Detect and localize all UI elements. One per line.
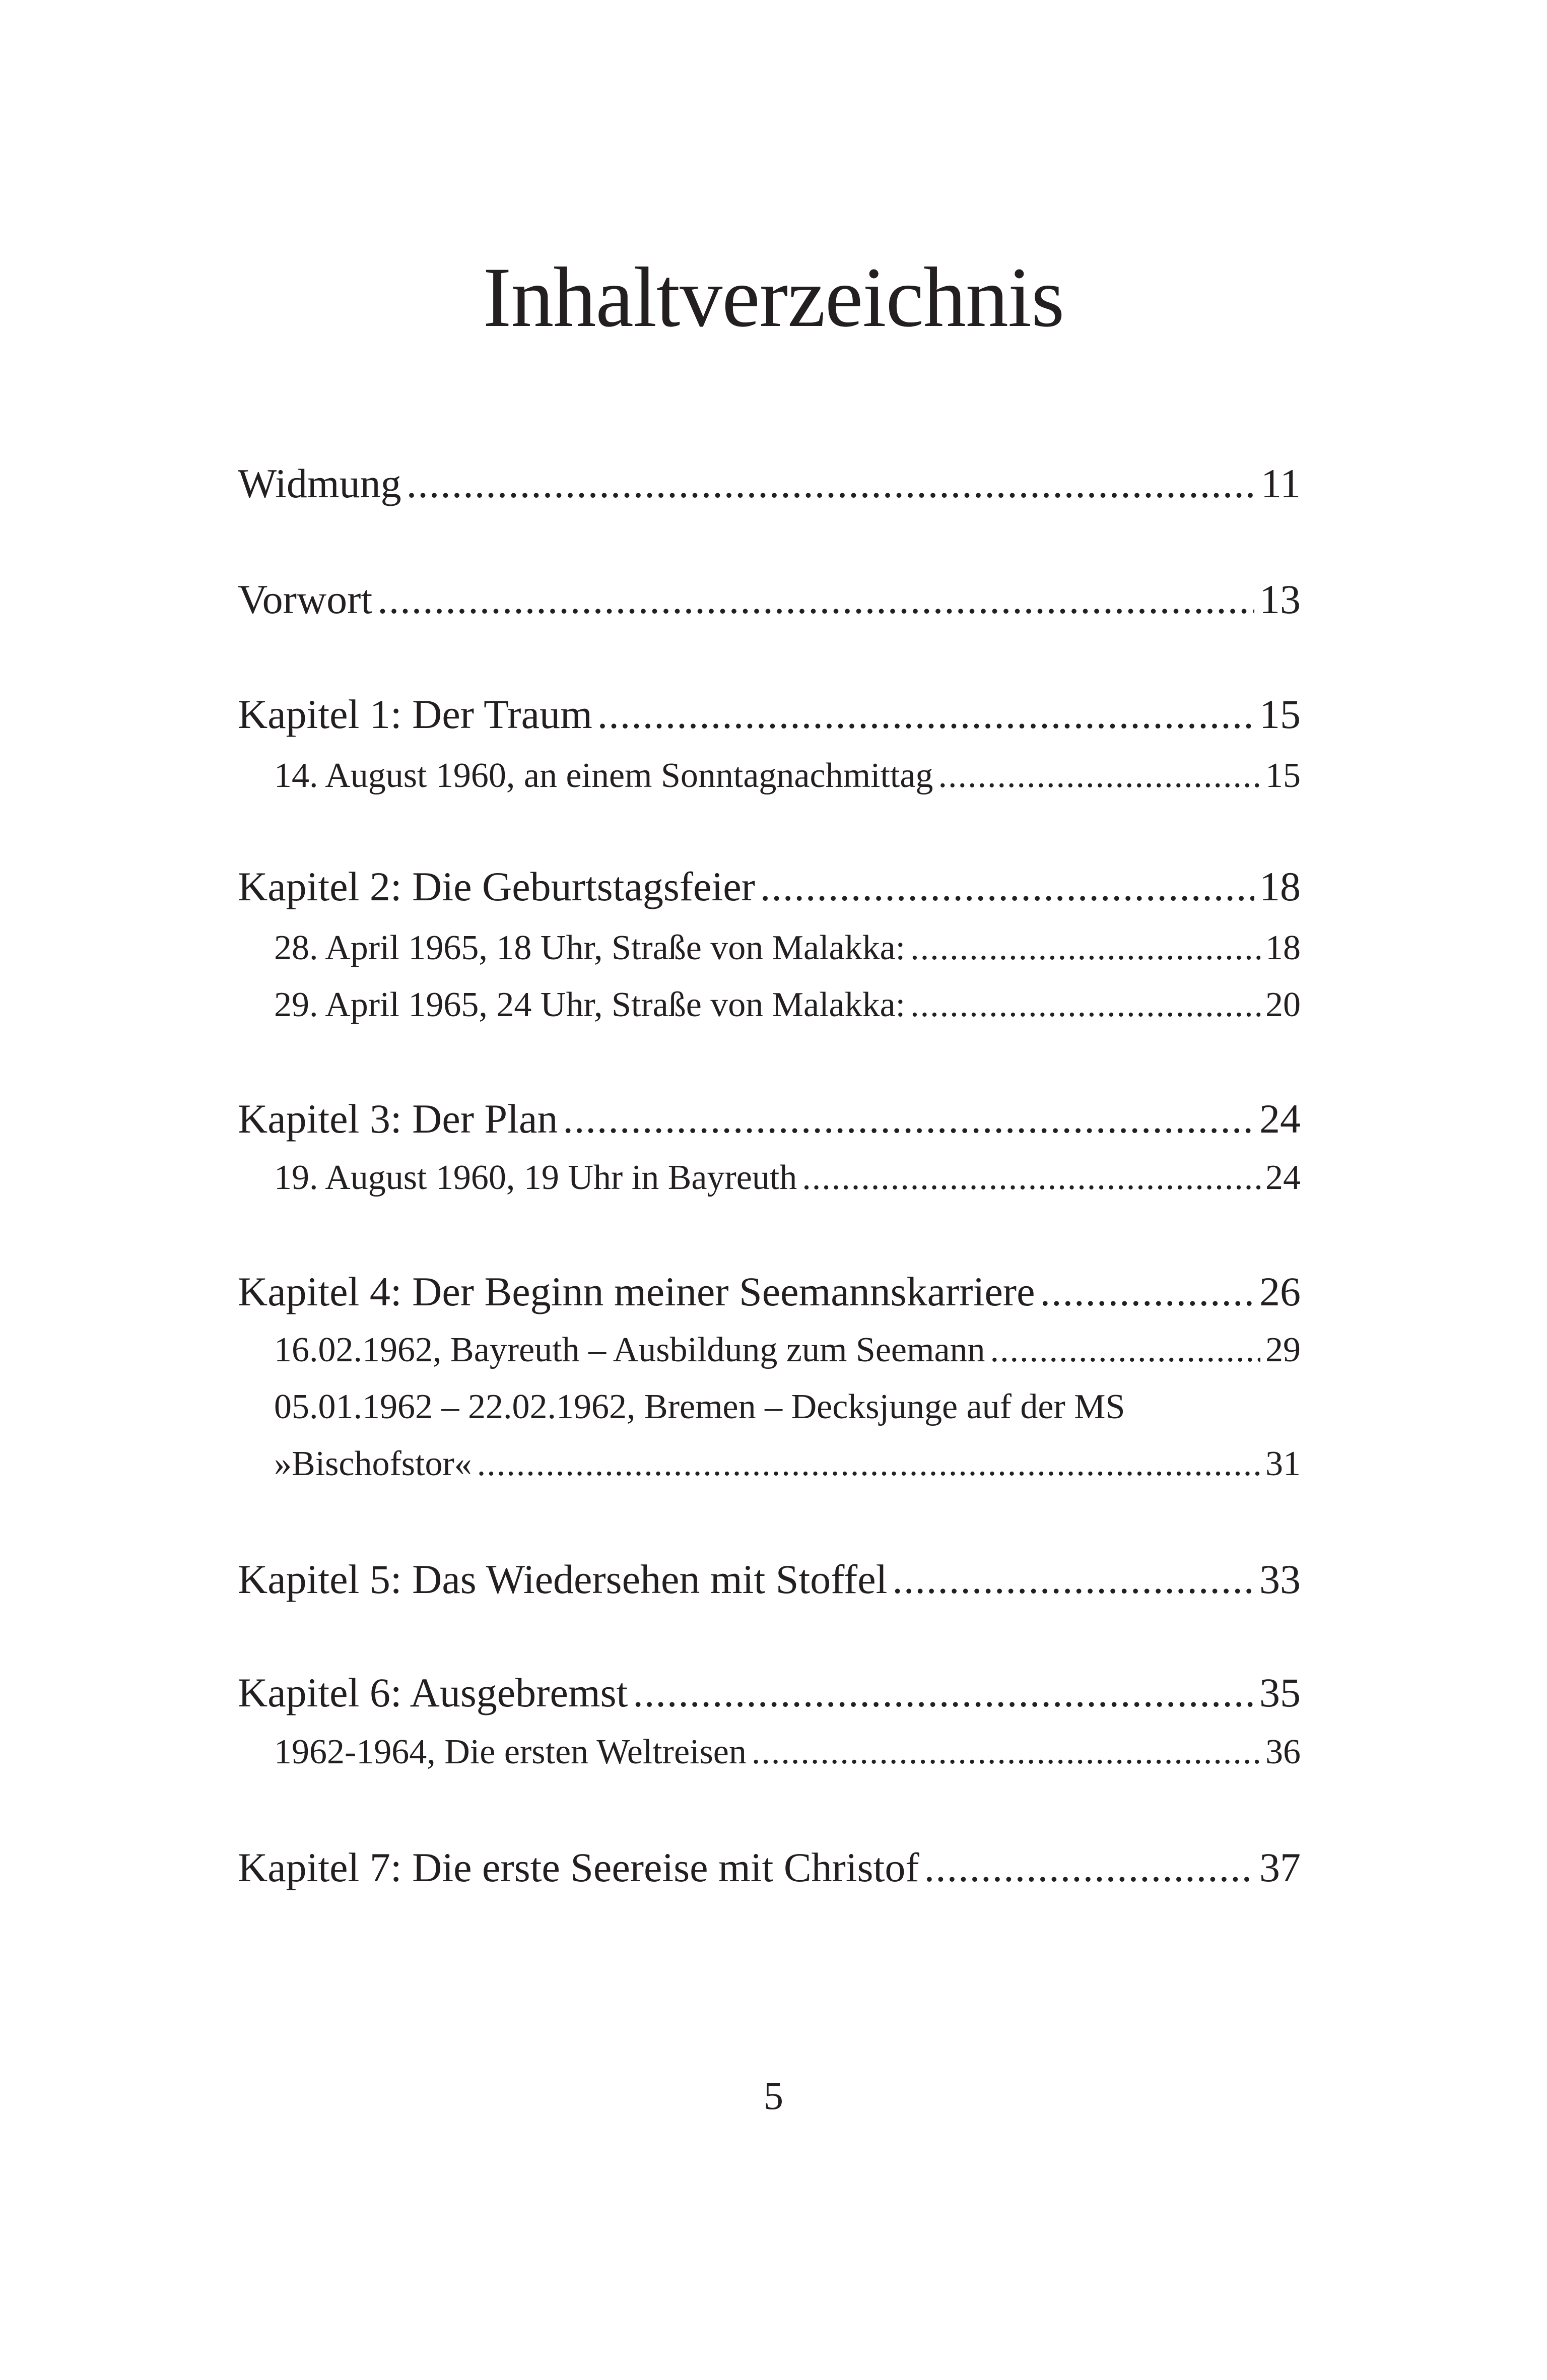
toc-entry-label: Kapitel 6: Ausgebremst [238,1670,628,1715]
toc-entry-kapitel-1[interactable] [238,687,1301,742]
toc-page-number: 18 [1259,864,1301,909]
toc-subentry-kapitel-2-1[interactable] [238,923,1301,973]
dot-leader [477,1439,1260,1489]
toc-page-number: 33 [1259,1556,1301,1602]
dot-leader [377,572,1254,627]
toc-entry-kapitel-5[interactable] [238,1552,1301,1607]
toc-page-number: 37 [1259,1844,1301,1890]
toc-page-number: 11 [1261,460,1301,506]
toc-subentry-kapitel-4-1[interactable] [238,1325,1301,1375]
toc-subentry-kapitel-1-1[interactable] [238,751,1301,801]
dot-leader [563,1091,1254,1147]
toc-entry-vorwort[interactable] [238,572,1301,627]
dot-leader [760,859,1254,914]
toc-page-number: 20 [1265,985,1301,1024]
toc-entry-label: 28. April 1965, 18 Uhr, Straße von Malakka: [274,929,906,967]
toc-entry-label: »Bischofstor« [274,1444,472,1483]
dot-leader [1040,1264,1254,1319]
dot-leader [892,1552,1254,1607]
page-number: 5 [764,2074,783,2118]
toc-entry-label: Kapitel 5: Das Wiedersehen mit Stoffel [238,1556,888,1602]
dot-leader [938,751,1260,801]
toc-page-number: 29 [1265,1331,1301,1369]
toc-entry-label: 14. August 1960, an einem Sonntagnachmittag [274,756,933,795]
toc-entry-widmung[interactable] [238,456,1301,511]
toc-page-number: 31 [1265,1444,1301,1483]
toc-page-number: 26 [1259,1269,1301,1314]
toc-subentry-kapitel-3-1[interactable] [238,1153,1301,1203]
dot-leader [407,456,1256,511]
dot-leader [633,1665,1254,1721]
toc-entry-label: 1962-1964, Die ersten Weltreisen [274,1733,747,1771]
toc-entry-label: Kapitel 4: Der Beginn meiner Seemannskarriere [238,1269,1035,1314]
toc-entry-kapitel-4[interactable] [238,1264,1301,1319]
toc-entry-label: Widmung [238,460,401,506]
toc-entry-label: Kapitel 1: Der Traum [238,691,592,737]
toc-subentry-kapitel-6-1[interactable] [238,1727,1301,1777]
toc-entry-kapitel-7[interactable] [238,1840,1301,1895]
toc-page-number: 24 [1259,1096,1301,1142]
toc-page-number: 24 [1265,1158,1301,1197]
toc-subentry-kapitel-2-2[interactable] [238,980,1301,1030]
dot-leader [924,1840,1254,1895]
toc-page-number: 18 [1265,929,1301,967]
toc-entry-label: Kapitel 2: Die Geburtstagsfeier [238,864,755,909]
toc-entry-kapitel-3[interactable] [238,1091,1301,1147]
toc-entry-label: Kapitel 3: Der Plan [238,1096,558,1142]
dot-leader [597,687,1254,742]
toc-subentry-kapitel-4-2[interactable] [238,1439,1301,1489]
dot-leader [802,1153,1260,1203]
toc-entry-label: Vorwort [238,576,373,622]
toc-page-number: 13 [1259,576,1301,622]
page-title: Inhaltverzeichnis [483,250,1064,345]
dot-leader [910,923,1260,973]
toc-page-number: 36 [1265,1733,1301,1771]
toc-subentry-kapitel-4-2-line1[interactable]: 05.01.1962 – 22.02.1962, Bremen – Decksjunge auf der MS [274,1387,1125,1426]
toc-page-number: 35 [1259,1670,1301,1715]
toc-page-number: 15 [1259,691,1301,737]
toc-entry-kapitel-2[interactable] [238,859,1301,914]
dot-leader [752,1727,1260,1777]
toc-entry-label: Kapitel 7: Die erste Seereise mit Christof [238,1844,919,1890]
toc-entry-label: 19. August 1960, 19 Uhr in Bayreuth [274,1158,797,1197]
toc-entry-kapitel-6[interactable] [238,1665,1301,1721]
dot-leader [990,1325,1260,1375]
toc-entry-label: 29. April 1965, 24 Uhr, Straße von Malakka: [274,985,906,1024]
toc-page-number: 15 [1265,756,1301,795]
dot-leader [910,980,1260,1030]
toc-entry-label: 16.02.1962, Bayreuth – Ausbildung zum Seemann [274,1331,985,1369]
